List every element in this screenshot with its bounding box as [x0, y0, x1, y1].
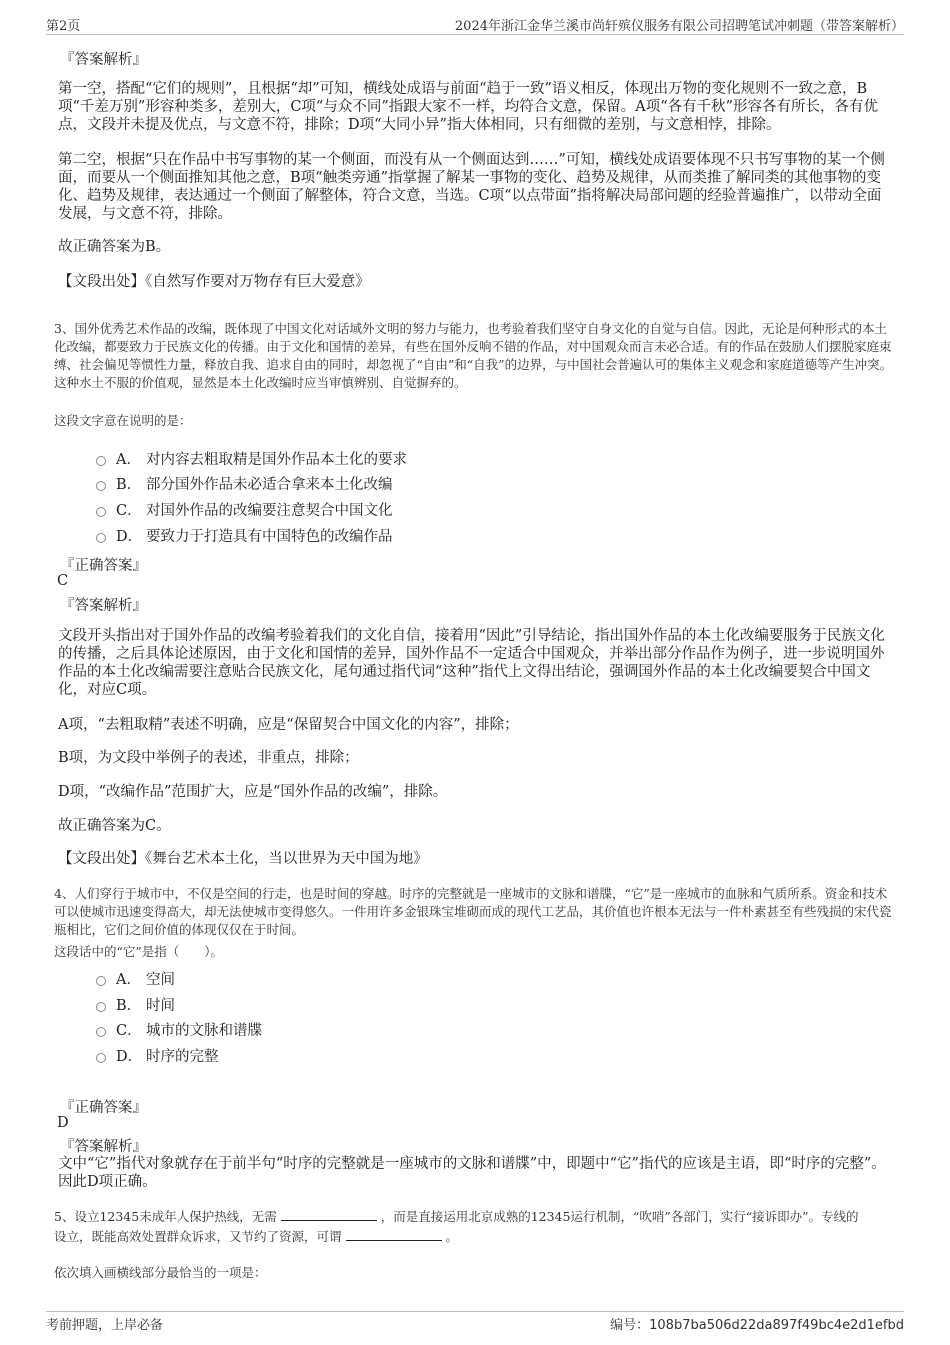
q5-stem-part1: 5、设立12345未成年人保护热线，无需 [54, 1209, 277, 1224]
q5-stem-line2 [54, 1228, 904, 1246]
q4-answer-label: 『正确答案』 [60, 1100, 147, 1116]
option-text: 城市的文脉和谱牒 [146, 1023, 262, 1039]
header-rule [46, 34, 904, 35]
option-text: 对国外作品的改编要注意契合中国文化 [146, 503, 393, 519]
q3-option-c[interactable] [96, 499, 393, 520]
document-title: 2024年浙江金华兰溪市尚轩殡仪服务有限公司招聘笔试冲刺题（带答案解析） [454, 19, 904, 34]
q3-conclusion: 故正确答案为C。 [58, 818, 171, 834]
q5-stem-line1 [54, 1208, 904, 1226]
q2-source: 【文段出处】《自然写作要对万物存有巨大爱意》 [58, 274, 370, 290]
q5-stem-line2-part2: 。 [445, 1229, 458, 1244]
q3-note-a: A项，“去粗取精”表述不明确，应是“保留契合中国文化的内容”，排除； [58, 717, 519, 733]
radio-icon[interactable] [96, 976, 106, 986]
q4-option-b[interactable] [96, 994, 175, 1015]
footer-rule [46, 1311, 904, 1312]
q3-option-d[interactable] [96, 525, 393, 546]
q2-analysis-label: 『答案解析』 [60, 52, 147, 68]
q3-option-a[interactable] [96, 448, 407, 469]
q3-answer: C [57, 573, 69, 589]
footer-code-value: 108b7ba506d22da897f49bc4e2d1efbd [649, 1318, 904, 1333]
footer-code [610, 1314, 904, 1333]
fill-blank-1[interactable] [281, 1208, 377, 1221]
radio-icon[interactable] [96, 481, 106, 491]
q2-analysis-para2: 第二空，根据“只在作品中书写事物的某一个侧面，而没有从一个侧面达到……”可知，横线处成语要体现不只书写事物的某一个侧面，而要从一个侧面推知其他之意，B项“触类旁通”指掌握了解某一事物的变化、趋势及规律，从而类推了解同类的其他事物的变化、趋势及规律，表达通过一个侧面了解整体，符合文意，当选。C项“以点带面”指将解决局部问题的经验普遍推广，以带动全面发展，与文意不符，排除。 [58, 152, 885, 222]
option-letter: D． [116, 1049, 143, 1065]
q3-question: 这段文字意在说明的是： [54, 413, 192, 428]
q4-question: 这段话中的“它”是指（ ）。 [54, 944, 224, 959]
q4-analysis-label: 『答案解析』 [60, 1139, 147, 1155]
option-text: 时序的完整 [146, 1049, 219, 1065]
page-number: 第2页 [46, 19, 81, 34]
option-text: 时间 [146, 998, 175, 1014]
option-letter: D． [116, 529, 143, 545]
radio-icon[interactable] [96, 533, 106, 543]
q4-stem: 4、人们穿行于城市中，不仅是空间的行走，也是时间的穿越。时序的完整就是一座城市的文脉和谱牒，“它”是一座城市的血脉和气质所系。资金和技术可以使城市迅速变得高大，却无法使城市变得悠久。一件用许多金银珠宝堆砌而成的现代工艺品，其价值也许根本无法与一件朴素甚至有些残损的宋代瓷瓶相比，它们之间价值的体现仅仅在于时间。 [54, 886, 892, 937]
option-text: 部分国外作品未必适合拿来本土化改编 [146, 477, 393, 493]
q3-note-d: D项，“改编作品”范围扩大，应是“国外作品的改编”，排除。 [58, 784, 448, 800]
option-letter: C． [116, 1023, 142, 1039]
q5-stem-part2: ，而是直接运用北京成熟的12345运行机制，“吹哨”各部门，实行“接诉即办”。专线的 [380, 1209, 859, 1224]
option-text: 空间 [146, 972, 175, 988]
option-text: 对内容去粗取精是国外作品本土化的要求 [146, 452, 407, 468]
radio-icon[interactable] [96, 1027, 106, 1037]
option-letter: A． [116, 452, 141, 468]
q3-stem: 3、国外优秀艺术作品的改编，既体现了中国文化对话域外文明的努力与能力，也考验着我们坚守自身文化的自觉与自信。因此，无论是何种形式的本土化改编，都要致力于民族文化的传播。由于文化和国情的差异，有些在国外反响不错的作品，对中国观众而言未必合适。有的作品在鼓励人们摆脱家庭束缚、社会偏见等惯性力量，释放自我、追求自由的同时，却忽视了“自由”和“自我”的边界，与中国社会普遍认可的集体主义观念和家庭道德等产生冲突。这种水土不服的价值观，显然是本土化改编时应当审慎辨别、自觉摒弃的。 [54, 321, 893, 390]
q3-option-b[interactable] [96, 473, 393, 494]
radio-icon[interactable] [96, 456, 106, 466]
q3-answer-label: 『正确答案』 [60, 558, 147, 574]
q4-analysis: 文中“它”指代对象就存在于前半句“时序的完整就是一座城市的文脉和谱牒”中，即题中“它”指代的应该是主语，即“时序的完整”。因此D项正确。 [58, 1156, 886, 1190]
option-letter: C． [116, 503, 142, 519]
footer-slogan: 考前押题，上岸必备 [46, 1318, 164, 1333]
option-letter: A． [116, 972, 141, 988]
q4-answer: D [57, 1115, 69, 1131]
q5-question: 依次填入画横线部分最恰当的一项是： [54, 1265, 267, 1280]
option-text: 要致力于打造具有中国特色的改编作品 [146, 529, 393, 545]
fill-blank-2[interactable] [346, 1228, 442, 1241]
q5-stem-line2-part1: 设立，既能高效处置群众诉求，又节约了资源，可谓 [54, 1229, 342, 1244]
q3-analysis-label: 『答案解析』 [60, 598, 147, 614]
radio-icon[interactable] [96, 507, 106, 517]
option-letter: B． [116, 477, 142, 493]
q4-option-c[interactable] [96, 1019, 262, 1040]
radio-icon[interactable] [96, 1053, 106, 1063]
q4-option-a[interactable] [96, 968, 175, 989]
footer-code-label: 编号： [610, 1318, 650, 1333]
q3-analysis: 文段开头指出对于国外作品的改编考验着我们的文化自信，接着用“因此”引导结论，指出国外作品的本土化改编要服务于民族文化的传播，之后具体论述原因，由于文化和国情的差异，国外作品不一定适合中国观众，并举出部分作品作为例子，进一步说明国外作品的本土化改编需要注意贴合民族文化，尾句通过指代词“这种”指代上文得出结论，强调国外作品的本土化改编要契合中国文化，对应C项。 [58, 628, 885, 698]
option-letter: B． [116, 998, 142, 1014]
q3-source: 【文段出处】《舞台艺术本土化，当以世界为天中国为地》 [58, 851, 428, 867]
q2-analysis-para1: 第一空，搭配“它们的规则”，且根据“却”可知，横线处成语与前面“趋于一致”语义相反，体现出万物的变化规则不一致之意，B项“千差万别”形容种类多，差别大，C项“与众不同”指跟大家不一样，均符合文意，保留。A项“各有千秋”形容各有所长，各有优点，文段并未提及优点，与文意不符，排除；D项“大同小异”指大体相同，只有细微的差别，与文意相悖，排除。 [58, 81, 879, 133]
radio-icon[interactable] [96, 1002, 106, 1012]
q4-option-d[interactable] [96, 1045, 219, 1066]
q2-conclusion: 故正确答案为B。 [58, 239, 171, 255]
q3-note-b: B项，为文段中举例子的表述，非重点，排除； [58, 750, 359, 766]
